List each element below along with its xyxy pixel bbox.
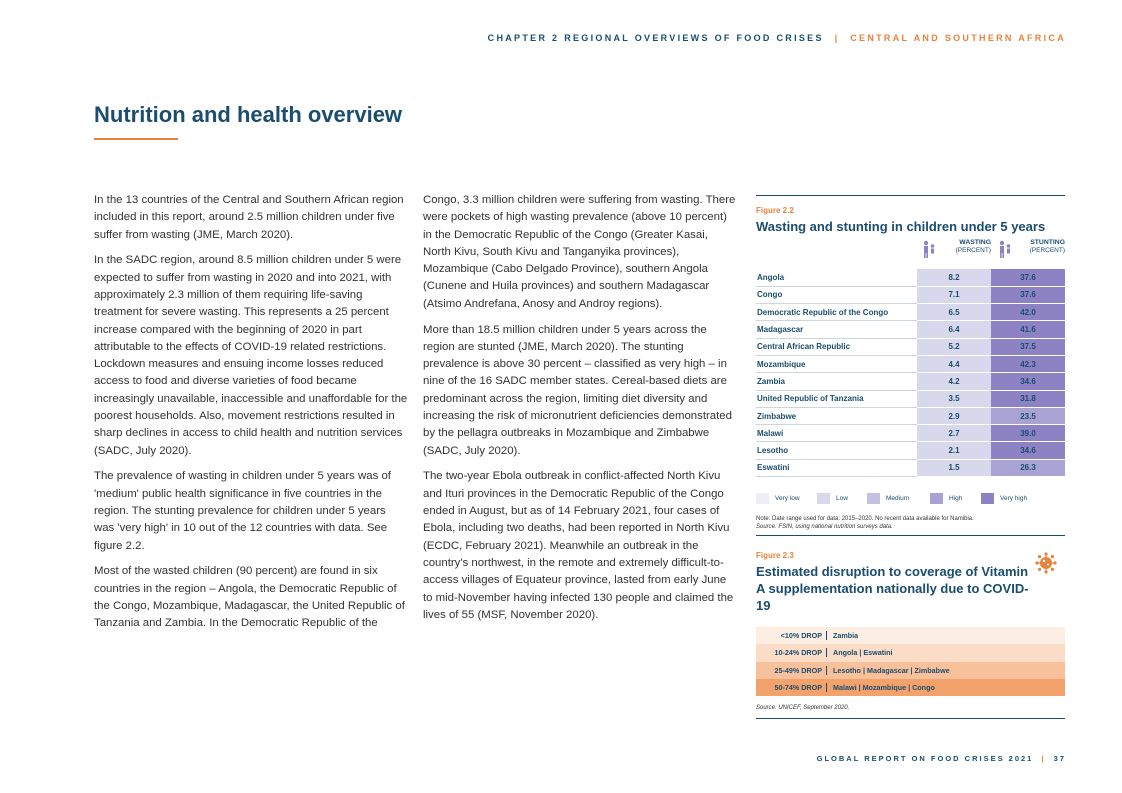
divider <box>756 718 1065 719</box>
table-row <box>756 407 1065 424</box>
table-row <box>756 338 1065 355</box>
table-row <box>756 321 1065 338</box>
stunting-value: 23.5 <box>991 407 1065 424</box>
title-underline <box>94 138 178 140</box>
drop-row: 10-24% DROP Angola | Eswatini <box>756 644 1065 661</box>
table-row <box>756 442 1065 459</box>
stunting-value: 37.5 <box>991 338 1065 355</box>
legend <box>756 493 1065 507</box>
legend-swatch <box>981 493 994 504</box>
figure-source: Source: UNICEF, September 2020. <box>756 705 850 712</box>
figure-label: Figure 2.3 <box>756 551 794 560</box>
legend-swatch <box>867 493 880 504</box>
page-footer <box>817 754 1066 763</box>
figure-2-2 <box>756 195 1065 536</box>
column-headers <box>756 239 1065 265</box>
table-row <box>756 373 1065 390</box>
stunting-value: 39.0 <box>991 425 1065 442</box>
stunting-header: STUNTING (PERCENT) <box>1029 239 1065 254</box>
wasting-value: 7.1 <box>917 286 991 303</box>
paragraph: The prevalence of wasting in children under 5 years was of 'medium' public health significance in five countries in the region. The stunting prevalence for children under 5 years was 'very high' in 10 out of the 12 countries with data. See figure 2.2. <box>94 470 391 552</box>
country-cell: Angola <box>756 269 917 286</box>
stunting-value: 31.8 <box>991 390 1065 407</box>
section-label: REGIONAL OVERVIEWS OF FOOD CRISES <box>564 33 824 43</box>
paragraph: In the 13 countries of the Central and Southern African region included in this report, around 2.5 million children under five suffer from wasting (JME, March 2020). <box>94 194 404 241</box>
figure-note: Note: Date range used for data: 2015–2020. No recent data available for Namibia. Source: FSIN, using national nutrition surveys data. <box>756 516 974 530</box>
footer-separator: | <box>1041 754 1046 763</box>
figure-2-3 <box>756 551 1065 719</box>
legend-item: Low <box>817 493 848 504</box>
legend-item: Very low <box>756 493 800 504</box>
legend-swatch <box>756 493 769 504</box>
table-row <box>756 390 1065 407</box>
page-title: Nutrition and health overview <box>94 102 403 127</box>
table-row <box>756 459 1065 476</box>
virus-icon <box>1035 552 1057 574</box>
chapter-label: CHAPTER 2 <box>487 33 560 43</box>
wasting-stunting-table <box>756 269 1065 477</box>
wasting-value: 2.1 <box>917 442 991 459</box>
wasting-value: 1.5 <box>917 459 991 476</box>
wasting-value: 6.5 <box>917 304 991 321</box>
stunting-value: 26.3 <box>991 459 1065 476</box>
country-cell: Zimbabwe <box>756 407 917 424</box>
text-column-2 <box>423 192 737 633</box>
wasting-value: 8.2 <box>917 269 991 286</box>
header-separator: | <box>834 33 840 43</box>
table-row <box>756 286 1065 303</box>
figure-title: Estimated disruption to coverage of Vitamin A supplementation nationally due to COVID-19 <box>756 564 1029 613</box>
stunting-value: 34.6 <box>991 373 1065 390</box>
table-row <box>756 355 1065 372</box>
country-cell: Lesotho <box>756 442 917 459</box>
paragraph: Most of the wasted children (90 percent) are found in six countries in the region – Angola, the Democratic Republic of the Congo, Mozambique, Madagascar, the United Republic of Tanzania and Zambia. In the Democratic Republic of the <box>94 565 405 630</box>
country-cell: United Republic of Tanzania <box>756 390 917 407</box>
drop-row: 50-74% DROP Malawi | Mozambique | Congo <box>756 679 1065 696</box>
stunting-value: 41.6 <box>991 321 1065 338</box>
legend-swatch <box>930 493 943 504</box>
region-label: CENTRAL AND SOUTHERN AFRICA <box>850 33 1066 43</box>
country-cell: Democratic Republic of the Congo <box>756 304 917 321</box>
table-row <box>756 304 1065 321</box>
wasting-value: 4.4 <box>917 355 991 372</box>
table-row <box>756 269 1065 286</box>
paragraph: In the SADC region, around 8.5 million children under 5 were expected to suffer from wasting in 2020 and into 2021, with approximately 2.3 million of them requiring life-saving treatment for severe wasting. This represents a 25 percent increase compared with the beginning of 2020 in part attributable to the effects of COVID-19 related restrictions. Lockdown measures and ensuing income losses reduced access to food and diverse varieties of food became increasingly unavailable, inaccessible and unaffordable for the poorest households. Also, movement restrictions resulted in sharp declines in access to child health and nutrition services (SADC, July 2020). <box>94 254 408 457</box>
country-cell: Congo <box>756 286 917 303</box>
stunting-value: 37.6 <box>991 286 1065 303</box>
wasting-value: 4.2 <box>917 373 991 390</box>
stunting-value: 37.6 <box>991 269 1065 286</box>
drop-row: <10% DROP Zambia <box>756 627 1065 644</box>
stunting-value: 34.6 <box>991 442 1065 459</box>
wasting-value: 6.4 <box>917 321 991 338</box>
wasting-value: 3.5 <box>917 390 991 407</box>
legend-item: High <box>930 493 962 504</box>
legend-item: Medium <box>867 493 909 504</box>
running-header <box>488 33 1066 43</box>
paragraph: The two-year Ebola outbreak in conflict-affected North Kivu and Ituri provinces in the Democratic Republic of the Congo ended in August, but as of 14 February 2021, four cases of Ebola, including two deaths, had been reported in North Kivu (ECDC, February 2021). Meanwhile an outbreak in the country's northwest, in the remote and extremely difficult-to-access villages of Equateur province, lasted from early June to mid-November having infected 130 people and claimed the lives of 55 (MSF, November 2020). <box>423 470 734 621</box>
paragraph: More than 18.5 million children under 5 years across the region are stunted (JME, March 2020). The stunting prevalence is above 30 percent – classified as very high – in nine of the 16 SADC member states. Cereal-based diets are predominant across the region, limiting diet diversity and increasing the risk of micronutrient deficiencies demonstrated by the pellagra outbreaks in Mozambique and Zimbabwe (SADC, July 2020). <box>423 323 732 457</box>
drop-table <box>756 627 1065 696</box>
figure-title: Wasting and stunting in children under 5 years <box>756 219 1046 234</box>
country-cell: Zambia <box>756 373 917 390</box>
wasting-value: 5.2 <box>917 338 991 355</box>
stunting-value: 42.3 <box>991 355 1065 372</box>
divider <box>756 535 1065 536</box>
legend-item: Very high <box>981 493 1027 504</box>
report-name: GLOBAL REPORT ON FOOD CRISES 2021 <box>816 754 1034 763</box>
legend-swatch <box>817 493 830 504</box>
stunting-value: 42.0 <box>991 304 1065 321</box>
text-column-1 <box>94 192 408 641</box>
wasting-value: 2.7 <box>917 425 991 442</box>
wasting-header: WASTING (PERCENT) <box>955 239 991 254</box>
paragraph: Congo, 3.3 million children were suffering from wasting. There were pockets of high wasting prevalence (above 10 percent) in the Democratic Republic of the Congo (Greater Kasai, North Kivu, South Kivu and Tanganyika provinces), Mozambique (Cabo Delgado Province), southern Angola (Cunene and Huila provinces) and southern Madagascar (Atsimo Andrefana, Anosy and Androy regions). <box>423 194 736 310</box>
table-row <box>756 425 1065 442</box>
country-cell: Eswatini <box>756 459 917 476</box>
country-cell: Madagascar <box>756 321 917 338</box>
country-cell: Mozambique <box>756 355 917 372</box>
country-cell: Malawi <box>756 425 917 442</box>
page-number: 37 <box>1053 754 1066 763</box>
country-cell: Central African Republic <box>756 338 917 355</box>
figure-label: Figure 2.2 <box>756 206 794 215</box>
wasting-value: 2.9 <box>917 407 991 424</box>
drop-row: 25-49% DROP Lesotho | Madagascar | Zimbabwe <box>756 662 1065 679</box>
